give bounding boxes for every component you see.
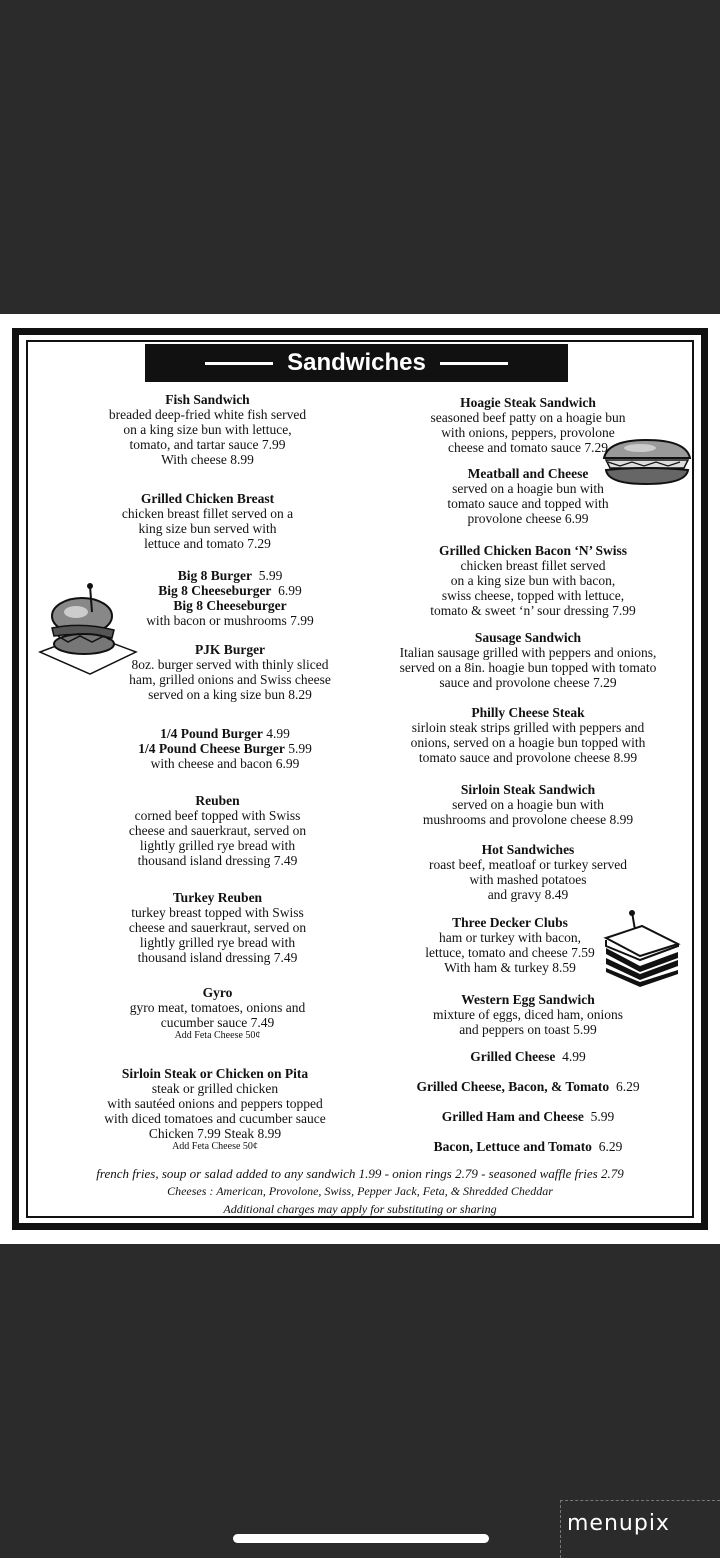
- footer-charges: Additional charges may apply for substituting or sharing: [223, 1202, 497, 1216]
- item-desc: tomato sauce and provolone cheese 8.99: [418, 750, 638, 765]
- frame-inner-left: [26, 340, 28, 1218]
- item-desc: Chicken 7.99 Steak 8.99: [148, 1126, 282, 1141]
- burger-icon: [38, 582, 138, 678]
- menu-item-pjk-burger: [110, 642, 350, 702]
- item-desc: With ham & turkey 8.59: [444, 960, 576, 975]
- item-name: Grilled Chicken Breast: [140, 491, 275, 506]
- item-desc: steak or grilled chicken: [151, 1081, 279, 1096]
- title-dash-right: [440, 362, 508, 365]
- item-desc: cheese and sauerkraut, served on: [128, 920, 307, 935]
- item-desc: with mashed potatoes: [469, 872, 587, 887]
- item-desc: thousand island dressing 7.49: [137, 950, 298, 965]
- menu-item-grilled-chicken-breast: [90, 491, 325, 551]
- item-desc: seasoned beef patty on a hoagie bun: [430, 410, 626, 425]
- item-desc: served on a hoagie bun with: [452, 797, 604, 812]
- item-desc: on a king size bun with lettuce,: [123, 422, 292, 437]
- menu-title-banner: [145, 344, 568, 382]
- item-desc: tomato, and tartar sauce 7.99: [129, 437, 286, 452]
- quarter-line: with cheese and bacon 6.99: [150, 756, 300, 771]
- item-desc: turkey breast topped with Swiss: [131, 905, 304, 920]
- menu-item-philly-cheese-steak: [393, 705, 663, 765]
- big8-line: Big 8 Cheeseburger 6.99: [158, 583, 302, 598]
- item-desc: lightly grilled rye bread with: [139, 935, 296, 950]
- menu-item-big8: [110, 568, 350, 628]
- item-desc: and peppers on toast 5.99: [459, 1022, 597, 1037]
- menu-item-gyro: [100, 985, 335, 1042]
- menu-item-turkey-reuben: [100, 890, 335, 965]
- item-name: Sirloin Steak or Chicken on Pita: [121, 1066, 309, 1081]
- big8-line: Big 8 Burger 5.99: [177, 568, 283, 583]
- menu-item-western-egg: [393, 992, 663, 1037]
- item-name: Reuben: [195, 793, 240, 808]
- menu-item-reuben: [100, 793, 335, 868]
- item-desc: chicken breast fillet served on a: [121, 506, 294, 521]
- frame-top-bar: [40, 328, 680, 335]
- item-desc: lettuce and tomato 7.29: [144, 536, 271, 551]
- frame-bottom-bar: [40, 1223, 680, 1230]
- menu-item-sirloin-steak-sandwich: [393, 782, 663, 827]
- item-desc: cucumber sauce 7.49: [160, 1015, 275, 1030]
- item-name: Hoagie Steak Sandwich: [460, 395, 596, 410]
- item-name: Turkey Reuben: [172, 890, 263, 905]
- item-note: Add Feta Cheese 50¢: [172, 1141, 258, 1152]
- big8-line: with bacon or mushrooms 7.99: [146, 613, 314, 628]
- item-name: Meatball and Cheese: [467, 466, 589, 481]
- item-desc: provolone cheese 6.99: [467, 511, 589, 526]
- item-name: PJK Burger: [194, 642, 266, 657]
- item-desc: tomato & sweet ‘n’ sour dressing 7.99: [430, 603, 636, 618]
- item-desc: with sautéed onions and peppers topped: [107, 1096, 323, 1111]
- menu-item-three-decker-clubs: [400, 915, 620, 975]
- menu-item-grilled-ham-cheese: Grilled Ham and Cheese 5.99: [441, 1109, 615, 1124]
- quarter-line: 1/4 Pound Burger 4.99: [160, 726, 290, 741]
- menu-item-sausage-sandwich: [383, 630, 673, 690]
- item-name: Grilled Chicken Bacon ‘N’ Swiss: [438, 543, 627, 558]
- item-desc: served on a hoagie bun with: [452, 481, 604, 496]
- corner-tl-v: [12, 328, 19, 356]
- item-name: Gyro: [202, 985, 233, 1000]
- item-desc: roast beef, meatloaf or turkey served: [429, 857, 627, 872]
- item-desc: thousand island dressing 7.49: [137, 853, 298, 868]
- item-desc: sirloin steak strips grilled with peppers and: [411, 720, 645, 735]
- frame-right-bar: [701, 354, 708, 1204]
- item-name: Western Egg Sandwich: [461, 992, 595, 1007]
- item-note: Add Feta Cheese 50¢: [174, 1030, 261, 1041]
- menu-item-blt: Bacon, Lettuce and Tomato 6.29: [433, 1139, 623, 1154]
- item-desc: served on a king size bun 8.29: [148, 687, 312, 702]
- item-desc: mushrooms and provolone cheese 8.99: [422, 812, 634, 827]
- item-name: Sirloin Steak Sandwich: [460, 782, 596, 797]
- item-desc: Italian sausage grilled with peppers and onions,: [399, 645, 657, 660]
- item-desc: ham or turkey with bacon,: [438, 930, 582, 945]
- title-dash-left: [205, 362, 273, 365]
- item-desc: ham, grilled onions and Swiss cheese: [129, 672, 331, 687]
- hoagie-icon: [600, 436, 694, 488]
- item-desc: swiss cheese, topped with lettuce,: [441, 588, 625, 603]
- menu-item-grilled-cheese: Grilled Cheese 4.99: [470, 1049, 586, 1064]
- item-desc: with diced tomatoes and cucumber sauce: [104, 1111, 326, 1126]
- item-desc: mixture of eggs, diced ham, onions: [432, 1007, 624, 1022]
- item-desc: lightly grilled rye bread with: [139, 838, 296, 853]
- item-desc: chicken breast fillet served: [460, 558, 606, 573]
- footer-cheeses: Cheeses : American, Provolone, Swiss, Pepper Jack, Feta, & Shredded Cheddar: [167, 1184, 553, 1198]
- big8-line: Big 8 Cheeseburger: [173, 598, 287, 613]
- item-desc: With cheese 8.99: [161, 452, 254, 467]
- item-desc: with onions, peppers, provolone: [441, 425, 615, 440]
- menu-item-grilled-cheese-bacon-tomato: Grilled Cheese, Bacon, & Tomato 6.29: [416, 1079, 640, 1094]
- item-name: Sausage Sandwich: [474, 630, 582, 645]
- item-desc: tomato sauce and topped with: [447, 496, 609, 511]
- item-desc: 8oz. burger served with thinly sliced: [131, 657, 329, 672]
- item-name: Hot Sandwiches: [481, 842, 575, 857]
- menu-item-quarter-pound: [90, 726, 360, 771]
- item-desc: cheese and sauerkraut, served on: [128, 823, 307, 838]
- item-desc: cheese and tomato sauce 7.29: [447, 440, 609, 455]
- item-desc: king size bun served with: [138, 521, 277, 536]
- item-desc: breaded deep-fried white fish served: [108, 407, 307, 422]
- home-indicator[interactable]: [233, 1534, 489, 1543]
- menu-item-fish-sandwich: [90, 392, 325, 467]
- item-desc: corned beef topped with Swiss: [134, 808, 301, 823]
- item-desc: and gravy 8.49: [487, 887, 569, 902]
- footer-sides: french fries, soup or salad added to any sandwich 1.99 - onion rings 2.79 - seasoned waffle fries 2.79: [96, 1166, 624, 1181]
- item-name: Fish Sandwich: [165, 392, 250, 407]
- menu-item-sirloin-pita: [85, 1066, 345, 1153]
- quarter-line: 1/4 Pound Cheese Burger 5.99: [138, 741, 312, 756]
- item-desc: served on a 8in. hoagie bun topped with tomato: [399, 660, 657, 675]
- menu-title: Sandwiches: [287, 349, 426, 376]
- item-desc: onions, served on a hoagie bun topped with: [410, 735, 646, 750]
- menu-item-chicken-bacon-swiss: [393, 543, 673, 618]
- item-name: Philly Cheese Steak: [471, 705, 585, 720]
- item-desc: sauce and provolone cheese 7.29: [439, 675, 617, 690]
- frame-left-bar: [12, 354, 19, 1204]
- item-desc: on a king size bun with bacon,: [450, 573, 616, 588]
- item-name: Three Decker Clubs: [452, 915, 568, 930]
- club-sandwich-icon: [600, 910, 682, 988]
- corner-tr-v: [701, 328, 708, 356]
- menu-item-hot-sandwiches: [393, 842, 663, 902]
- frame-inner-top: [26, 340, 694, 342]
- menupix-watermark: menupix: [560, 1500, 720, 1558]
- item-desc: lettuce, tomato and cheese 7.59: [425, 945, 595, 960]
- item-desc: gyro meat, tomatoes, onions and: [129, 1000, 306, 1015]
- menu-page: [0, 314, 720, 1244]
